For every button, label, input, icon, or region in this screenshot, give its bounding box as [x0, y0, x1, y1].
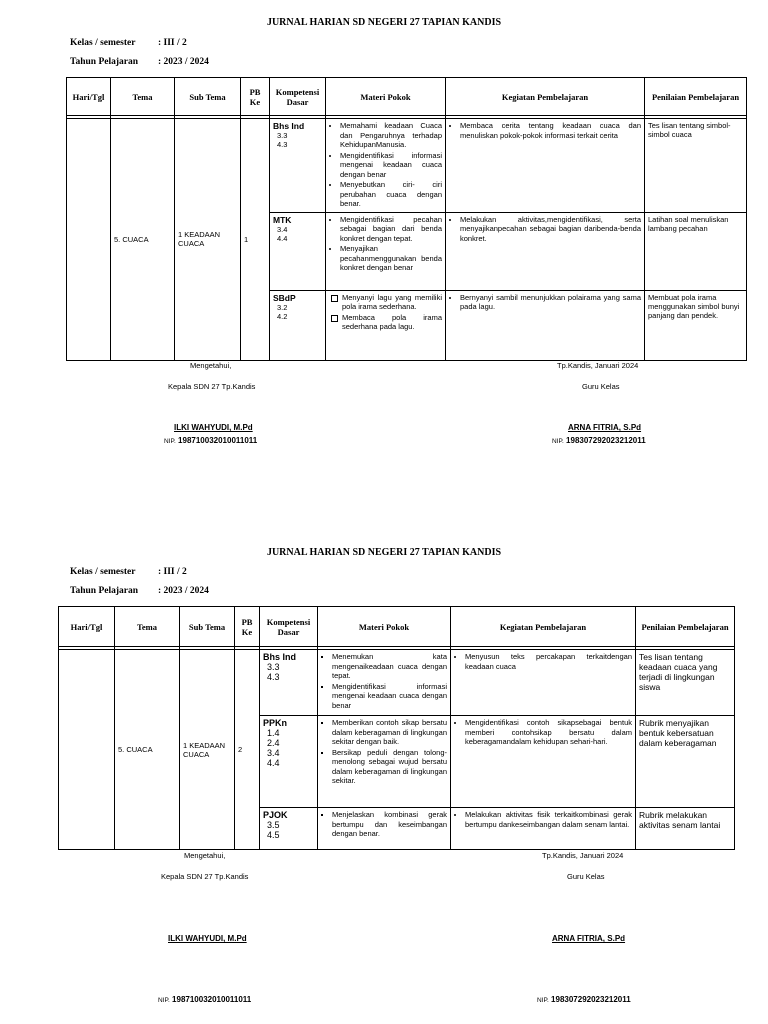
- kd-cell: [260, 716, 318, 808]
- kd-code: 4.4: [277, 233, 288, 243]
- materi-item: ▪ Memberikan contoh sikap bersatu dalam keberagaman di lingkungan sekitar dengan baik.: [332, 718, 447, 747]
- journal-table: [66, 77, 747, 361]
- theme-cell: 5. CUACA: [111, 119, 175, 361]
- teacher-title: Guru Kelas: [567, 872, 605, 881]
- header-theme: Tema: [111, 78, 175, 116]
- nip-label: NIP.: [537, 997, 549, 1004]
- academic-year: [70, 586, 209, 596]
- place-date: Tp.Kandis, Januari 2024: [557, 361, 639, 370]
- kd-code: 4.3: [267, 672, 280, 682]
- class-semester: [70, 38, 187, 48]
- kd-subject: SBdP: [273, 292, 296, 303]
- nip-value: 198710032010011011: [178, 436, 258, 445]
- materi-item: • Menyebutkan ciri- ciri perubahan cuaca dengan benar.: [340, 180, 442, 209]
- year-label: Tahun Pelajaran: [70, 586, 139, 596]
- kegiatan-cell: [446, 119, 645, 213]
- materi-cell: [318, 716, 451, 808]
- header-kegiatan: Kegiatan Pembelajaran: [451, 607, 636, 647]
- academic-year: [70, 57, 209, 67]
- place-date: Tp.Kandis, Januari 2024: [542, 851, 624, 860]
- journal-title: JURNAL HARIAN SD NEGERI 27 TAPIAN KANDIS: [266, 17, 502, 28]
- penilaian-cell: Membuat pola irama menggunakan simbol bunyi panjang dan pendek.: [645, 290, 747, 360]
- kd-cell: [260, 808, 318, 850]
- kegiatan-item: • Membaca cerita tentang keadaan cuaca dan menuliskan pokok-pokok informasi terkait cerita: [460, 121, 641, 140]
- header-theme: Tema: [115, 607, 180, 647]
- teacher-name: ARNA FITRIA, S.Pd: [568, 423, 642, 432]
- year-value: : 2023 / 2024: [158, 57, 209, 67]
- kegiatan-cell: [451, 808, 636, 850]
- nip-value: 198307292023212011: [551, 995, 631, 1004]
- header-kd: Kompetensi Dasar: [260, 607, 318, 647]
- header-day: Hari/Tgl: [67, 78, 111, 116]
- headmaster-title: Kepala SDN 27 Tp.Kandis: [168, 382, 256, 391]
- class-label: Kelas / semester: [70, 567, 136, 577]
- materi-item: Menyanyi lagu yang memiliki pola irama sederhana.: [342, 292, 442, 311]
- materi-item: • Mengidentifikasi informasi mengenai keadaan cuaca dengan benar: [340, 151, 442, 180]
- materi-item: ▪ Menjelaskan kombinasi gerak bertumpu dan keseimbangan dengan benar.: [332, 810, 447, 839]
- kd-subject: Bhs Ind: [263, 652, 296, 662]
- nip-label: NIP.: [158, 997, 170, 1004]
- journal-title: JURNAL HARIAN SD NEGERI 27 TAPIAN KANDIS: [266, 547, 502, 558]
- header-kegiatan: Kegiatan Pembelajaran: [446, 78, 645, 116]
- penilaian-cell: Rubrik melakukan aktivitas senam lantai: [636, 808, 735, 850]
- kegiatan-cell: [446, 290, 645, 360]
- materi-item: ▪ Bersikap peduli dengan tolong-menolong sebagai wujud bersatu dalam keberagaman di lingkungan sekitar.: [332, 748, 447, 786]
- kd-cell: [270, 212, 326, 290]
- kd-code: 4.4: [267, 758, 280, 768]
- headmaster-name: ILKI WAHYUDI, M.Pd: [168, 934, 247, 943]
- teacher-nip: [552, 436, 646, 445]
- kd-code: 3.3: [277, 131, 288, 140]
- materi-item: • Memahami keadaan Cuaca dan Pengaruhnya terhadap KehidupanManusia.: [340, 121, 442, 150]
- materi-item: • Mengidentifikasi pecahan sebagai bagian dari benda konkret dengan tepat.: [340, 215, 442, 244]
- kd-code: 3.4: [267, 748, 280, 758]
- kd-code: 3.3: [267, 662, 280, 672]
- header-subtheme: Sub Tema: [175, 78, 241, 116]
- nip-value: 198307292023212011: [566, 436, 646, 445]
- pb-cell: 2: [235, 650, 260, 850]
- theme-cell: 5. CUACA: [115, 650, 180, 850]
- materi-item: Membaca pola irama sederhana pada lagu.: [342, 312, 442, 331]
- journal-table: [58, 606, 735, 850]
- materi-item: • Menyajikan pecahanmenggunakan benda konkret dengan benar: [340, 244, 442, 273]
- pb-cell: 1: [241, 119, 270, 361]
- nip-label: NIP.: [552, 438, 564, 445]
- class-semester: [70, 567, 187, 577]
- headmaster-title: Kepala SDN 27 Tp.Kandis: [161, 872, 249, 881]
- header-day: Hari/Tgl: [59, 607, 115, 647]
- kegiatan-cell: [451, 650, 636, 716]
- subtheme-cell: 1 KEADAAN CUACA: [180, 650, 235, 850]
- materi-cell: [318, 650, 451, 716]
- teacher-nip: [537, 995, 631, 1004]
- kd-code: 4.2: [277, 311, 288, 321]
- day-cell: [67, 119, 111, 361]
- headmaster-name: ILKI WAHYUDI, M.Pd: [174, 423, 253, 432]
- penilaian-cell: Latihan soal menuliskan lambang pecahan: [645, 212, 747, 290]
- header-kd: Kompetensi Dasar: [270, 78, 326, 116]
- materi-item: ▪ Mengidentifikasi informasi mengenai keadaan cuaca dengan benar: [332, 682, 447, 711]
- kd-code: 4.5: [267, 830, 280, 840]
- class-value: : III / 2: [158, 38, 187, 48]
- header-materi: Materi Pokok: [318, 607, 451, 647]
- class-label: Kelas / semester: [70, 38, 136, 48]
- materi-cell: [326, 290, 446, 360]
- kd-subject: MTK: [273, 214, 292, 225]
- kd-cell: [270, 119, 326, 213]
- penilaian-cell: Tes lisan tentang simbol- simbol cuaca: [645, 119, 747, 213]
- headmaster-nip: [158, 995, 251, 1004]
- header-pb: PB Ke: [235, 607, 260, 647]
- kd-code: 3.2: [277, 302, 288, 312]
- headmaster-nip: [164, 436, 257, 445]
- kegiatan-item: • Menyusun teks percakapan terkaitdengan keadaan cuaca: [465, 652, 632, 671]
- header-penilaian: Penilaian Pembelajaran: [636, 607, 735, 647]
- nip-label: NIP.: [164, 438, 176, 445]
- materi-cell: [326, 212, 446, 290]
- kegiatan-item: • Bernyanyi sambil menunjukkan polairama yang sama pada lagu.: [460, 293, 641, 312]
- kegiatan-cell: [451, 716, 636, 808]
- acknowledge-text: Mengetahui,: [190, 361, 232, 370]
- kegiatan-cell: [446, 212, 645, 290]
- year-value: : 2023 / 2024: [158, 586, 209, 596]
- kegiatan-item: • Mengidentifikasi contoh sikapsebagai bentuk memberi contohsikap bersatu dalam keberagamandalam kehidupan sehari-hari.: [465, 718, 632, 747]
- kd-code: 3.4: [277, 224, 288, 234]
- class-value: : III / 2: [158, 567, 187, 577]
- kegiatan-item: • Melakukan aktivitas fisik terkaitkombinasi gerak bertumpu dankeseimbangan dalam senam lantai.: [465, 810, 632, 829]
- kd-cell: [270, 290, 326, 360]
- header-penilaian: Penilaian Pembelajaran: [645, 78, 747, 116]
- subtheme-cell: 1 KEADAAN CUACA: [175, 119, 241, 361]
- day-cell: [59, 650, 115, 850]
- kd-cell: [260, 650, 318, 716]
- nip-value: 198710032010011011: [172, 995, 252, 1004]
- kd-subject: PPKn: [263, 718, 288, 728]
- kd-code: 3.5: [267, 820, 280, 830]
- penilaian-cell: Tes lisan tentang keadaan cuaca yang terjadi di lingkungan siswa: [636, 650, 735, 716]
- kd-subject: Bhs Ind: [273, 121, 305, 131]
- header-subtheme: Sub Tema: [180, 607, 235, 647]
- kd-subject: PJOK: [263, 810, 288, 820]
- penilaian-cell: Rubrik menyajikan bentuk kebersatuan dalam keberagaman: [636, 716, 735, 808]
- kd-code: 1.4: [267, 728, 280, 738]
- kd-code: 2.4: [267, 738, 280, 748]
- teacher-name: ARNA FITRIA, S.Pd: [552, 934, 626, 943]
- kegiatan-item: • Melakukan aktivitas,mengidentifikasi, serta menyajikanpecahan sebagai bagian daribenda-benda konkret.: [460, 215, 641, 244]
- teacher-title: Guru Kelas: [582, 382, 620, 391]
- header-pb: PB Ke: [241, 78, 270, 116]
- materi-cell: [318, 808, 451, 850]
- kd-code: 4.3: [277, 140, 288, 149]
- acknowledge-text: Mengetahui,: [184, 851, 226, 860]
- year-label: Tahun Pelajaran: [70, 57, 139, 67]
- materi-item: ▪ Menemukan kata mengenaikeadaan cuaca dengan tepat.: [332, 652, 447, 681]
- header-materi: Materi Pokok: [326, 78, 446, 116]
- materi-cell: [326, 119, 446, 213]
